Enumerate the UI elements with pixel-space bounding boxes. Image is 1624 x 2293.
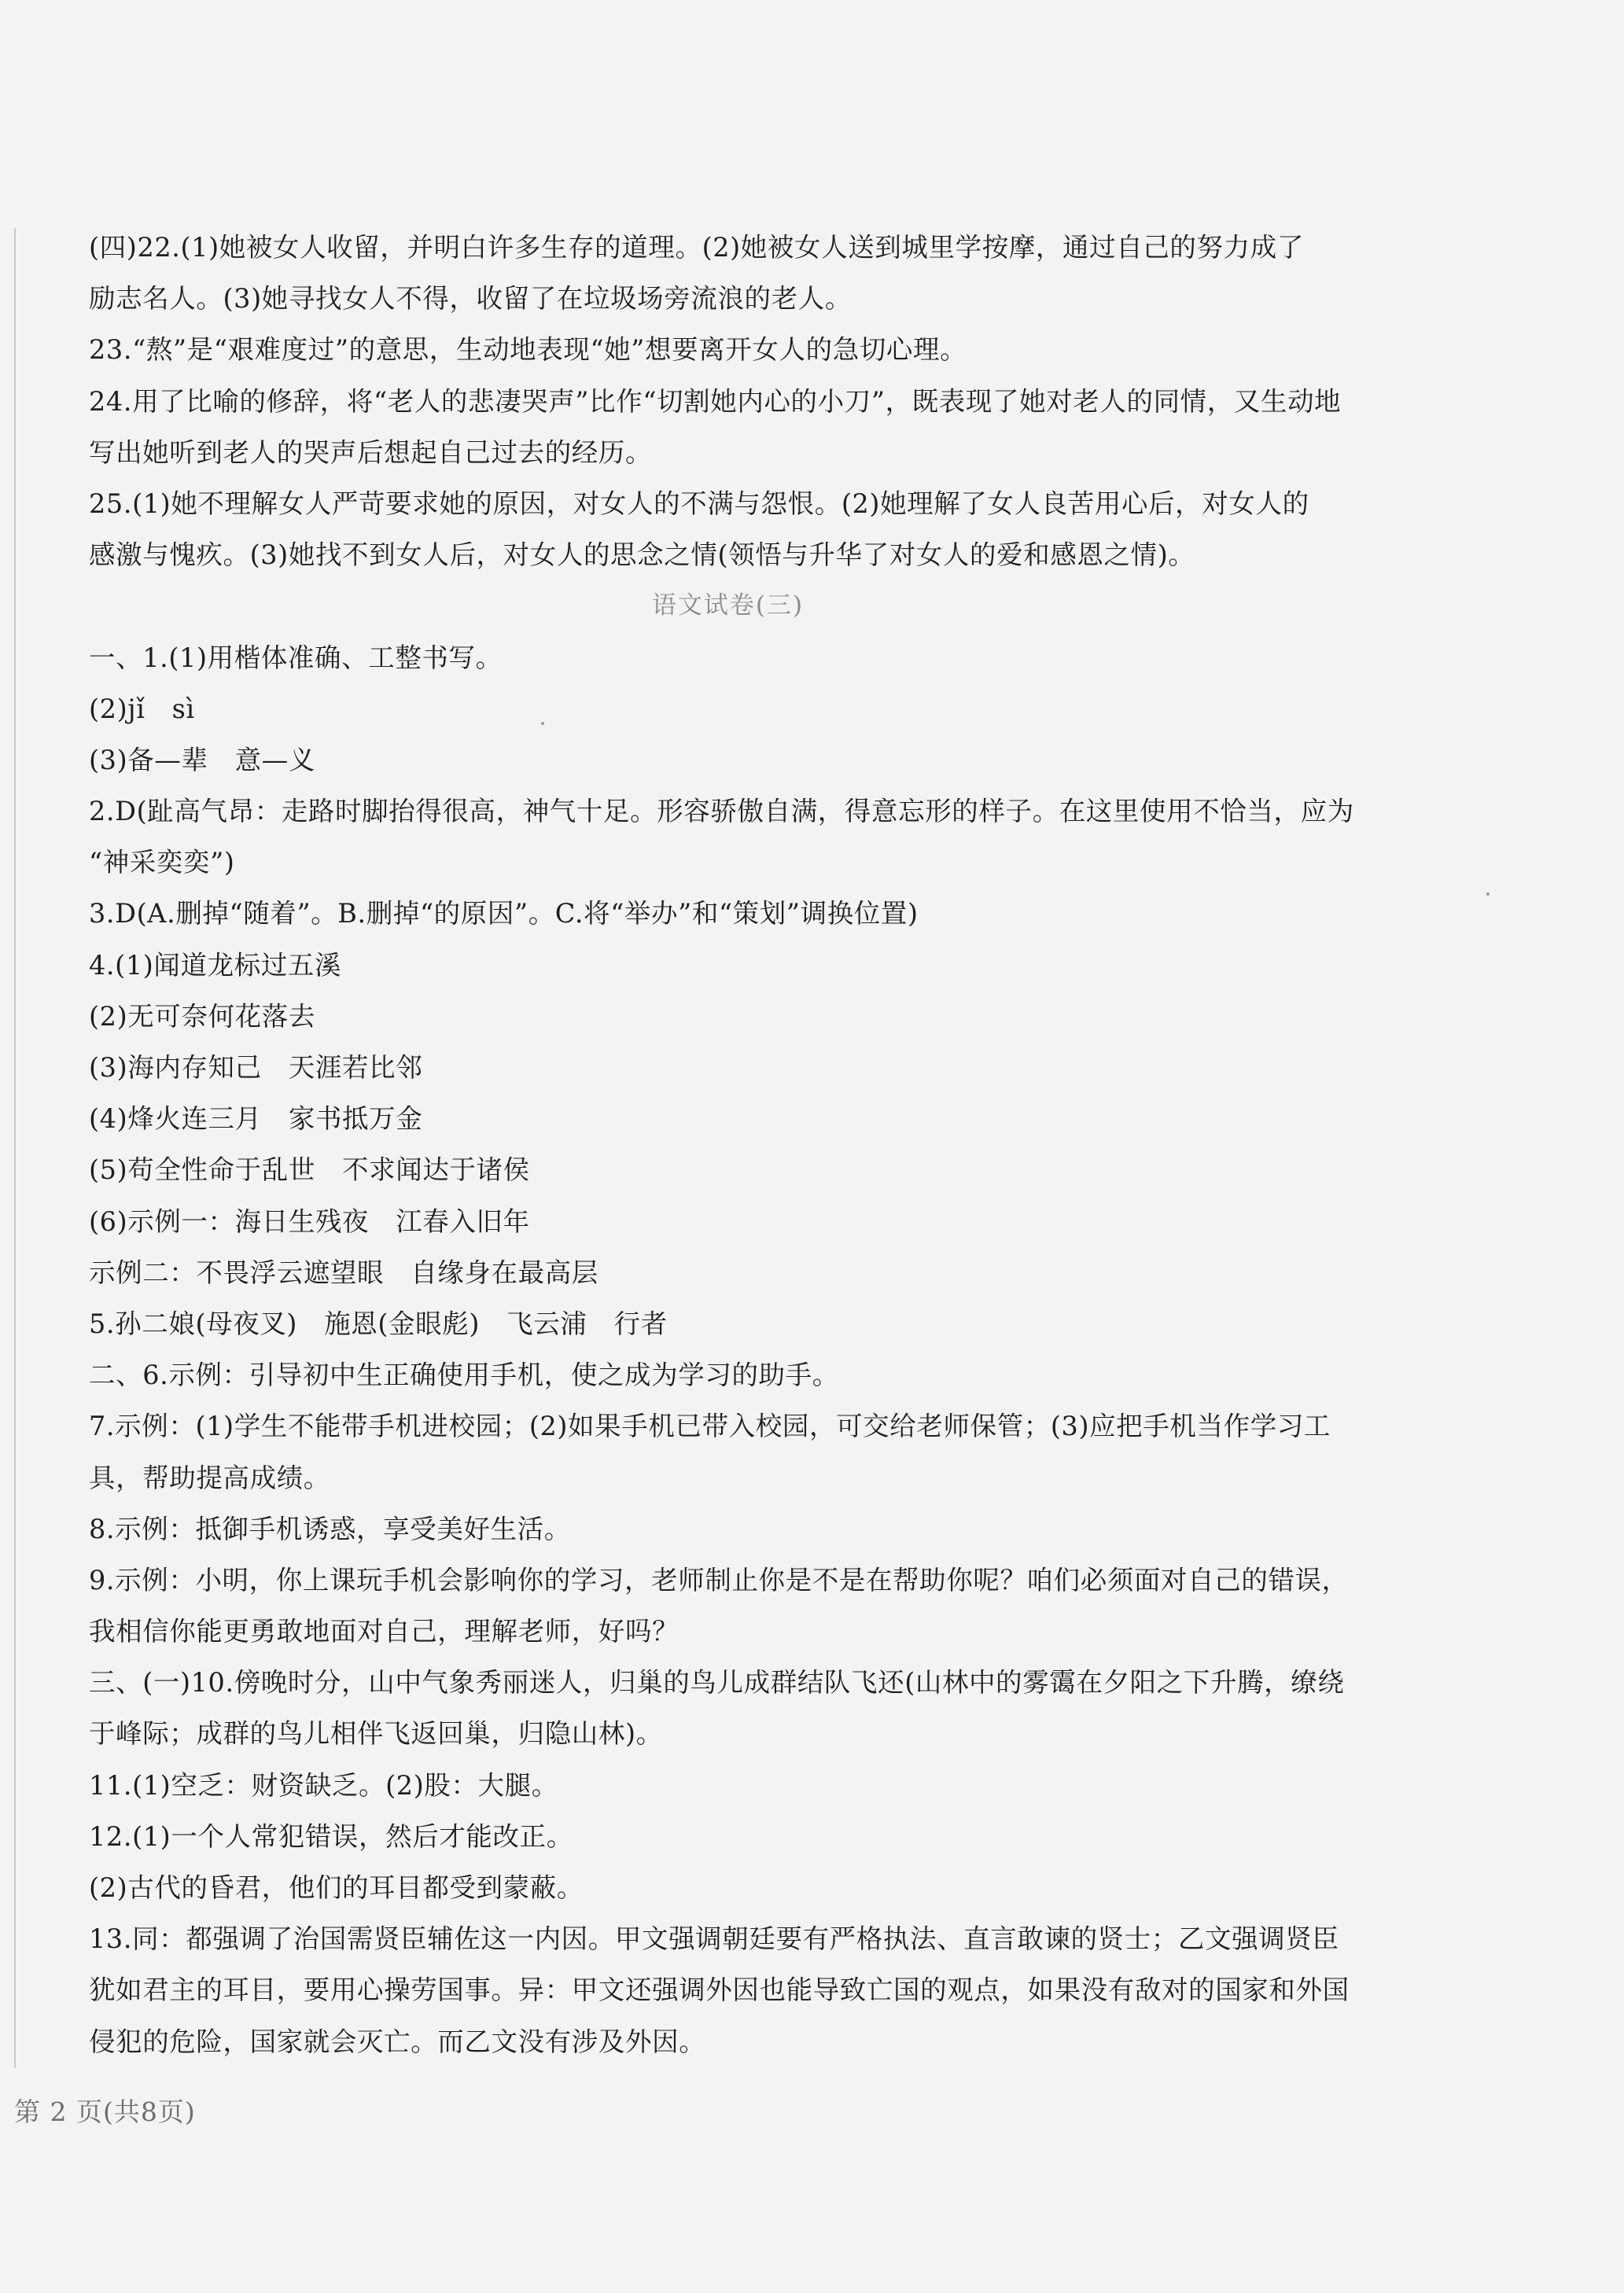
answer-line: (2)jǐ sì <box>89 693 195 724</box>
answer-line: 于峰际；成群的鸟儿相伴飞返回巢，归隐山林)。 <box>89 1718 663 1750</box>
answer-line: (6)示例一：海日生残夜 江春入旧年 <box>89 1205 530 1237</box>
answer-line: (四)22.(1)她被女人收留，并明白许多生存的道理。(2)她被女人送到城里学按摩，通过自己的努力成了 <box>89 232 1304 263</box>
answer-line: (2)古代的昏君，他们的耳目都受到蒙蔽。 <box>89 1872 584 1903</box>
answer-line: 励志名人。(3)她寻找女人不得，收留了在垃圾场旁流浪的老人。 <box>89 283 852 315</box>
answer-line: 5.孙二娘(母夜叉) 施恩(金眼彪) 飞云浦 行者 <box>89 1308 668 1339</box>
answer-line: 我相信你能更勇敢地面对自己，理解老师，好吗？ <box>89 1616 679 1647</box>
answer-line: 8.示例：抵御手机诱惑，享受美好生活。 <box>89 1513 571 1544</box>
answer-line: 一、1.(1)用楷体准确、工整书写。 <box>89 642 503 673</box>
answer-line: (5)苟全性命于乱世 不求闻达于诸侯 <box>89 1154 530 1186</box>
answer-line: 写出她听到老人的哭声后想起自己过去的经历。 <box>89 436 653 468</box>
margin-line <box>14 228 16 2068</box>
answer-line: 25.(1)她不理解女人严苛要求她的原因，对女人的不满与怨恨。(2)她理解了女人良苦用心后，对女人的 <box>89 488 1309 519</box>
answer-line: 侵犯的危险，国家就会灭亡。而乙文没有涉及外因。 <box>89 2026 706 2057</box>
answer-text <box>89 222 1367 2067</box>
scan-speck <box>1486 893 1490 896</box>
answer-line: (2)无可奈何花落去 <box>89 1000 315 1032</box>
answer-line: 具，帮助提高成绩。 <box>89 1462 330 1493</box>
answer-line: 23.“熬”是“艰难度过”的意思，生动地表现“她”想要离开女人的急切心理。 <box>89 334 967 366</box>
answer-line: (3)备—辈 意—义 <box>89 744 315 775</box>
answer-line: 9.示例：小明，你上课玩手机会影响你的学习，老师制止你是不是在帮助你呢？咱们必须面对自己的错误， <box>89 1564 1349 1596</box>
answer-line: 三、(一)10.傍晚时分，山中气象秀丽迷人，归巢的鸟儿成群结队飞还(山林中的雾霭在夕阳之下升腾，缭绕 <box>89 1667 1345 1699</box>
scan-speck <box>541 722 544 725</box>
answer-line: 二、6.示例：引导初中生正确使用手机，使之成为学习的助手。 <box>89 1360 839 1391</box>
section-heading: 语文试卷(三) <box>651 591 805 620</box>
answer-line: 2.D(趾高气昂：走路时脚抬得很高，神气十足。形容骄傲自满，得意忘形的样子。在这里使用不恰当，应为 <box>89 796 1354 827</box>
answer-line: 犹如君主的耳目，要用心操劳国事。异：甲文还强调外因也能导致亡国的观点，如果没有敌对的国家和外国 <box>89 1975 1350 2006</box>
answer-line: (4)烽火连三月 家书抵万金 <box>89 1103 423 1135</box>
answer-line: 4.(1)闻道龙标过五溪 <box>89 949 342 981</box>
answer-line: 24.用了比喻的修辞，将“老人的悲凄哭声”比作“切割她内心的小刀”，既表现了她对老人的同情，又生动地 <box>89 385 1342 417</box>
answer-line: “神采奕奕”) <box>89 847 235 878</box>
answer-line: 感激与愧疚。(3)她找不到女人后，对女人的思念之情(领悟与升华了对女人的爱和感恩之情)。 <box>89 539 1195 571</box>
page-number-footer: 第 2 页(共8页) <box>14 2096 196 2127</box>
answer-line: (3)海内存知己 天涯若比邻 <box>89 1052 423 1083</box>
answer-line: 3.D(A.删掉“随着”。B.删掉“的原因”。C.将“举办”和“策划”调换位置) <box>89 898 919 929</box>
answer-line: 11.(1)空乏：财资缺乏。(2)股：大腿。 <box>89 1769 558 1801</box>
answer-line: 7.示例：(1)学生不能带手机进校园；(2)如果手机已带入校园，可交给老师保管；(3)应把手机当作学习工 <box>89 1411 1331 1442</box>
answer-line: 13.同：都强调了治国需贤臣辅佐这一内因。甲文强调朝廷要有严格执法、直言敢谏的贤士；乙文强调贤臣 <box>89 1923 1339 1955</box>
answer-line: 12.(1)一个人常犯错误，然后才能改正。 <box>89 1820 573 1852</box>
answer-line: 示例二：不畏浮云遮望眼 自缘身在最高层 <box>89 1257 598 1288</box>
